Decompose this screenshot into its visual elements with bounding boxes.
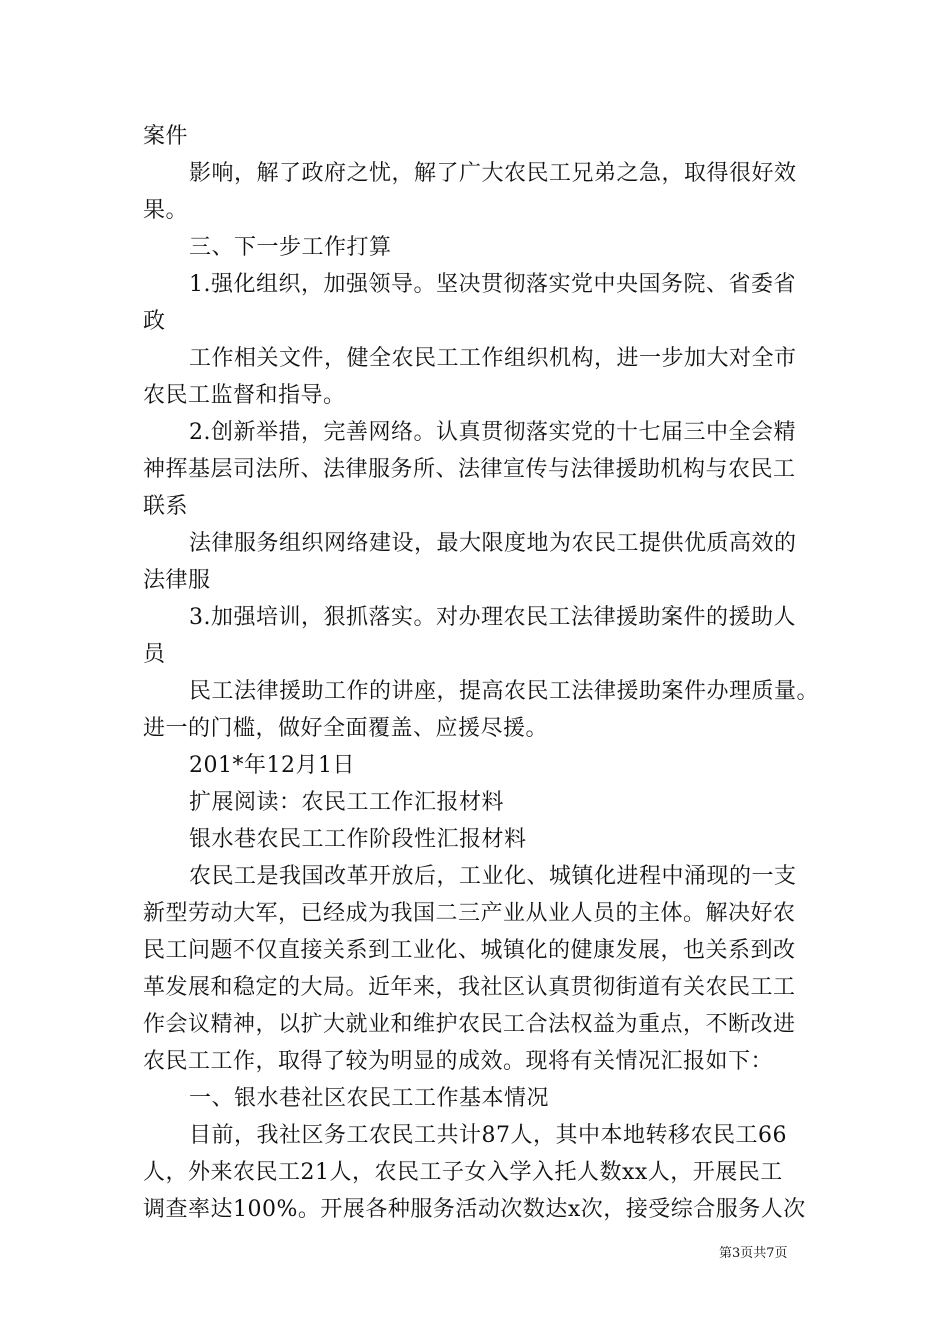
text-line: 政 [143,309,166,334]
text-line: 果。 [143,198,189,223]
text-line: 1.强化组织，加强领导。坚决贯彻落实党中央国务院、省委省 [189,272,796,297]
text-line: 革发展和稳定的大局。近年来，我社区认真贯彻街道有关农民工工 [143,975,796,1000]
text-line: 调查率达100%。开展各种服务活动次数达x次，接受综合服务人次 [143,1197,806,1222]
section-heading: 一、银水巷社区农民工工作基本情况 [189,1086,550,1111]
text-line: 进一的门槛，做好全面覆盖、应援尽援。 [143,716,549,741]
text-line: 新型劳动大军，已经成为我国二三产业从业人员的主体。解决好农 [143,901,796,926]
text-line: 3.加强培训，狠抓落实。对办理农民工法律援助案件的援助人 [189,605,796,630]
text-line: 农民工监督和指导。 [143,383,346,408]
text-line: 工作相关文件，健全农民工工作组织机构，进一步加大对全市 [189,346,797,371]
page-number: 第3页共7页 [719,1246,788,1261]
extended-reading-heading: 扩展阅读：农民工工作汇报材料 [189,790,505,815]
text-line: 农民工是我国改革开放后，工业化、城镇化进程中涌现的一支 [189,864,797,889]
text-line: 2.创新举措，完善网络。认真贯彻落实党的十七届三中全会精 [189,420,796,445]
text-line: 案件 [143,124,189,149]
section-heading: 三、下一步工作打算 [189,235,392,260]
text-line: 农民工工作，取得了较为明显的成效。现将有关情况汇报如下： [143,1049,774,1074]
text-line: 民工法律援助工作的讲座，提高农民工法律援助案件办理质量。 [189,679,820,704]
text-line: 目前，我社区务工农民工共计87人，其中本地转移农民工66 [189,1123,787,1148]
text-line: 员 [143,642,166,667]
text-line: 人，外来农民工21人，农民工子女入学入托人数xx人，开展民工 [143,1160,783,1185]
date-line: 201*年12月1日 [189,753,355,778]
text-line: 法律服务组织网络建设，最大限度地为农民工提供优质高效的 [189,531,797,556]
report-title: 银水巷农民工工作阶段性汇报材料 [189,827,527,852]
text-line: 作会议精神，以扩大就业和维护农民工合法权益为重点，不断改进 [143,1012,796,1037]
text-line: 影响，解了政府之忧，解了广大农民工兄弟之急，取得很好效 [189,161,797,186]
text-line: 神挥基层司法所、法律服务所、法律宣传与法律援助机构与农民工 [143,457,796,482]
text-line: 法律服 [143,568,211,593]
text-line: 民工问题不仅直接关系到工业化、城镇化的健康发展，也关系到改 [143,938,796,963]
text-line: 联系 [143,494,189,519]
